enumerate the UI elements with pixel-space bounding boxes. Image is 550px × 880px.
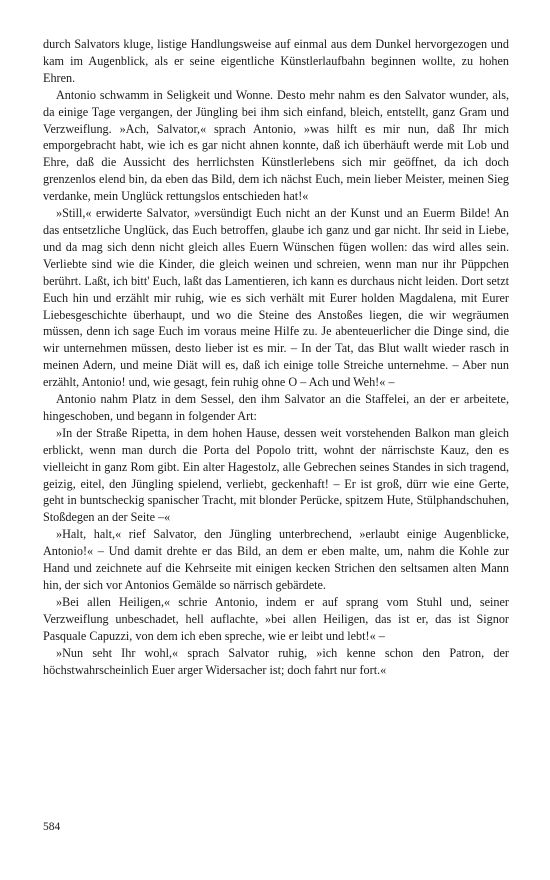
paragraph: »Still,« erwiderte Salvator, »versündigt Euch nicht an der Kunst und an Euerm Bilde! An das entsetzliche Unglück, das Euch betroffen, glaube ich ganz und gar nicht. Ihr seid in Liebe, und da mag sich denn nicht gleich alles Euern Wünschen fügen wollen: das wird alles sein. Verliebte sind wie die Kinder, die gleich weinen und schreien, wenn man nur ihr Püppchen berührt. Laßt, ich bitt' Euch, laßt das Lamentieren, ich kann es durchaus nicht leiden. Dort setzt Euch hin und erzählt mir ruhig, wie es sich verhält mit Eurer holden Magdalena, mit Eurer Liebesgeschichte überhaupt, und wo die Steine des Anstoßes liegen, die wir wegräumen müssen, denn ich sage Euch im voraus meine Hilfe zu. Je abenteuerlicher die Dinge sind, die wir unternehmen müssen, desto lieber ist es mir. – In der Tat, das Blut wallt wieder rasch in meinen Adern, und meine Diät will es, daß ich einige tolle Streiche unternehme. – Aber nun erzählt, Antonio! und, wie gesagt, fein ruhig ohne O – Ach und Weh!« – bbox=[43, 206, 509, 390]
page-number: 584 bbox=[43, 821, 61, 833]
paragraph: »Bei allen Heiligen,« schrie Antonio, indem er auf sprang vom Stuhl und, seiner Verzweiflung unbeschadet, hell auflachte, »bei allen Heiligen, das ist er, das ist Signor Pasquale Capuzzi, von dem ich eben spreche, wie er leibt und lebt!« – bbox=[43, 594, 509, 643]
page-text bbox=[43, 36, 509, 678]
paragraph: Antonio schwamm in Seligkeit und Wonne. Desto mehr nahm es den Salvator wunder, als, da einige Tage vergangen, der Jüngling bei ihm sich einfand, bleich, entstellt, ganz Gram und Verzweiflung. »Ach, Salvator,« sprach Antonio, »was hilft es mir nun, daß Ihr mich emporgebracht habt, wie ich es gar nicht ahnen konnte, daß ich überhäuft werde mit Lob und Ehre, daß die Aussicht des herrlichsten Künstlerlebens sich mir geöffnet, da ich doch grenzenlos elend bin, da eben das Bild, dem ich nächst Euch, mein lieber Meister, meinen Sieg verdanke, mein Unglück rettungslos entschieden hat!« bbox=[43, 87, 509, 204]
paragraph: »Halt, halt,« rief Salvator, den Jüngling unterbrechend, »erlaubt einige Augenblicke, Antonio!« – Und damit drehte er das Bild, an dem er eben malte, um, nahm die Kohle zur Hand und zeichnete auf die Kehrseite mit einigen kecken Strichen den seltsamen alten Mann hin, der sich vor Antonios Gemälde so närrisch gebärdete. bbox=[43, 527, 509, 592]
paragraph: »In der Straße Ripetta, in dem hohen Hause, dessen weit vorstehenden Balkon man gleich erblickt, wenn man durch die Porta del Popolo tritt, wohnt der närrischste Kauz, den es vielleicht in ganz Rom gibt. Ein alter Hagestolz, alle Gebrechen seines Standes in sich tragend, geizig, eitel, den Jüngling spielend, verliebt, geckenhaft! – Er ist groß, dürr wie eine Gerte, geht in buntscheckig spanischer Tracht, mit blonder Perücke, spitzem Hute, Stülphandschuhen, Stoßdegen an der Seite –« bbox=[43, 425, 509, 525]
paragraph: durch Salvators kluge, listige Handlungsweise auf einmal aus dem Dunkel hervorgezogen und kam im Augenblick, als er seine eigentliche Künstlerlaufbahn beginnen wollte, zu hohen Ehren. bbox=[43, 37, 509, 85]
paragraph: Antonio nahm Platz in dem Sessel, den ihm Salvator an die Staffelei, an der er arbeitete, hingeschoben, und begann in folgender Art: bbox=[43, 392, 509, 423]
paragraph: »Nun seht Ihr wohl,« sprach Salvator ruhig, »ich kenne schon den Patron, der höchstwahrscheinlich Euer arger Widersacher ist; doch fahrt nur fort.« bbox=[43, 645, 509, 677]
